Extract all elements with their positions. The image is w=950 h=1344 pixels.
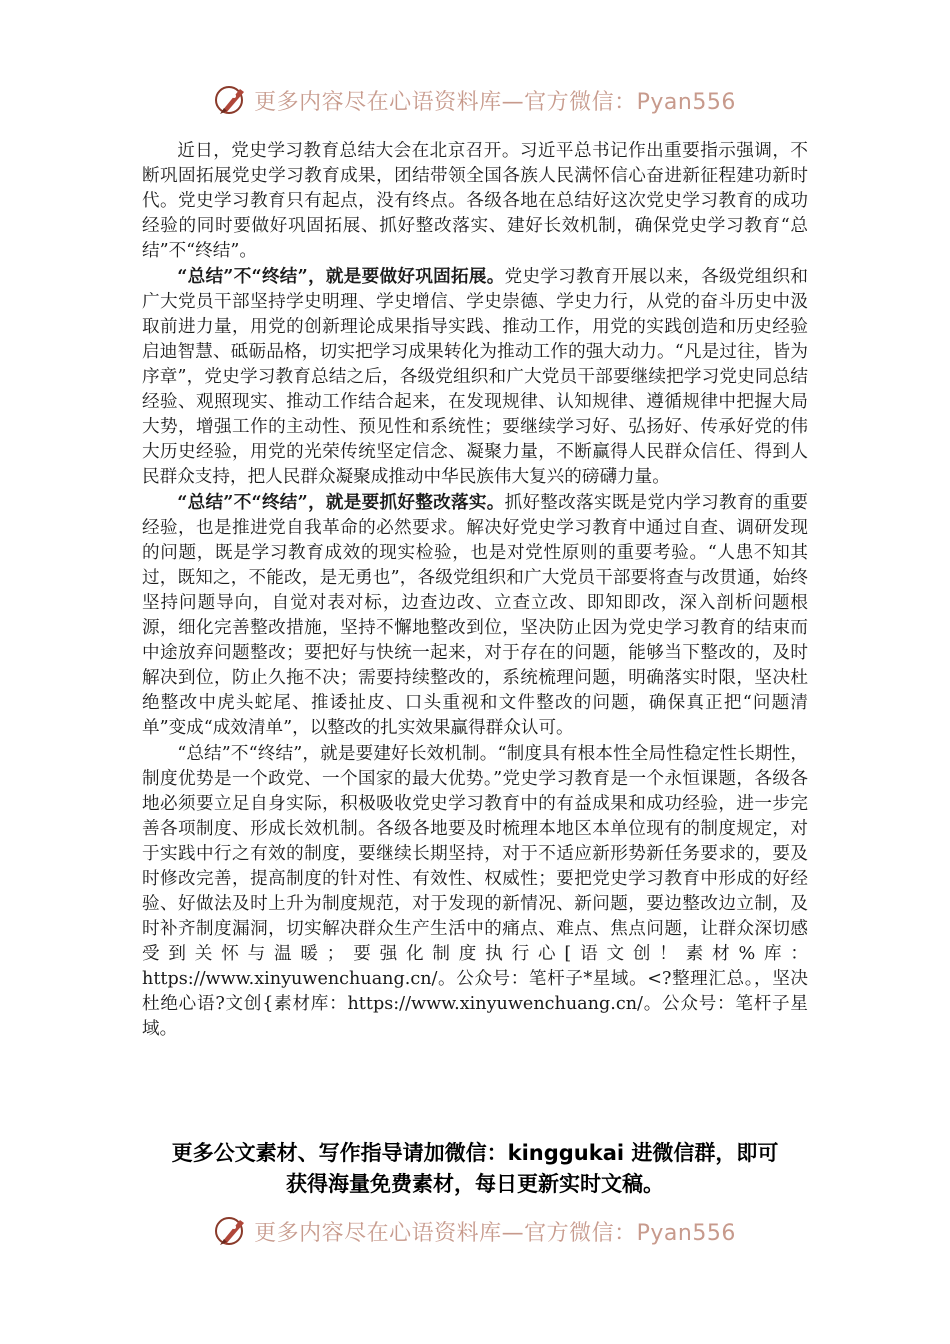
- header-banner: [0, 80, 950, 120]
- paragraph-body: “总结”不“终结”，就是要建好长效机制。“制度具有根本性全局性稳定性长期性，制度优势是一个政党、一个国家的最大优势。”党史学习教育是一个永恒课题，各级各地必须要立足自身实际，积极吸收党史学习教育中的有益成果和成功经验，进一步完善各项制度、形成长效机制。各级各地要及时梳理本地区本单位现有的制度规定，对于实践中行之有效的制度，要继续长期坚持，对于不适应新形势新任务要求的，要及时修改完善，提高制度的针对性、有效性、权威性；要把党史学习教育中形成的好经验、好做法及时上升为制度规范，对于发现的新情况、新问题，要边整改边立制，及时补齐制度漏洞，切实解决群众生产生活中的痛点、难点、焦点问题，让群众深切感受到关怀与温暖；要强化制度执行心[语文创！素材%库：https://www.xinyuwenchuang.cn/。公众号：笔杆子*星域。<?整理汇总。，坚决杜绝心语?文创{素材库：https://www.xinyuwenchuang.cn/。公众号：笔杆子星域。: [142, 744, 808, 1039]
- paragraph-lead: “总结”不“终结”，就是要做好巩固拓展。: [177, 266, 505, 287]
- promo-notice: [140, 1138, 810, 1200]
- pen-nib-logo-icon: [214, 83, 248, 117]
- pen-nib-logo-icon: [214, 1214, 248, 1248]
- header-banner-text: 更多内容尽在心语资料库—官方微信：Pyan556: [254, 89, 736, 115]
- promo-line-2: 获得海量免费素材，每日更新实时文稿。: [286, 1172, 664, 1196]
- article-body: [142, 138, 808, 1042]
- paragraph-body: 抓好整改落实既是党内学习教育的重要经验，也是推进党自我革命的必然要求。解决好党史学习教育中通过自查、调研发现的问题，既是学习教育成效的现实检验，也是对党性原则的重要考验。“人患不知其过，既知之，不能改，是无勇也”，各级党组织和广大党员干部要将查与改贯通，始终坚持问题导向，自觉对表对标，边查边改、立查立改、即知即改，深入剖析问题根源，细化完善整改措施，坚持不懈地整改到位，坚决防止因为党史学习教育的结束而中途放弃问题整改；要把好与快统一起来，对于存在的问题，能够当下整改的，及时解决到位，防止久拖不决；需要持续整改的，系统梳理问题，明确落实时限，坚决杜绝整改中虎头蛇尾、推诿扯皮、口头重视和文件整改的问题，确保真正把“问题清单”变成“成效清单”，以整改的扎实效果赢得群众认可。: [142, 493, 808, 738]
- article-paragraph-4: [142, 741, 808, 1042]
- article-paragraph-3: [142, 490, 808, 741]
- article-paragraph-2: [142, 264, 808, 490]
- paragraph-lead: “总结”不“终结”，就是要抓好整改落实。: [177, 492, 505, 513]
- promo-line-1: 更多公文素材、写作指导请加微信：kinggukai 进微信群，即可: [171, 1141, 779, 1165]
- article-paragraph-1: [142, 138, 808, 264]
- footer-banner: [0, 1211, 950, 1251]
- paragraph-body: 近日，党史学习教育总结大会在北京召开。习近平总书记作出重要指示强调，不断巩固拓展党史学习教育成果，团结带领全国各族人民满怀信心奋进新征程建功新时代。党史学习教育只有起点，没有终点。各级各地在总结好这次党史学习教育的成功经验的同时要做好巩固拓展、抓好整改落实、建好长效机制，确保党史学习教育“总结”不“终结”。: [142, 141, 808, 261]
- footer-banner-text: 更多内容尽在心语资料库—官方微信：Pyan556: [254, 1220, 736, 1246]
- paragraph-body: 党史学习教育开展以来，各级党组织和广大党员干部坚持学史明理、学史增信、学史崇德、学史力行，从党的奋斗历史中汲取前进力量，用党的创新理论成果指导实践、推动工作，用党的实践创造和历史经验启迪智慧、砥砺品格，切实把学习成果转化为推动工作的强大动力。“凡是过往，皆为序章”，党史学习教育总结之后，各级党组织和广大党员干部要继续把学习党史同总结经验、观照现实、推动工作结合起来，在发现规律、认知规律、遵循规律中把握大局大势，增强工作的主动性、预见性和系统性；要继续学习好、弘扬好、传承好党的伟大历史经验，用党的光荣传统坚定信念、凝聚力量，不断赢得人民群众信任、得到人民群众支持，把人民群众凝聚成推动中华民族伟大复兴的磅礴力量。: [142, 267, 808, 487]
